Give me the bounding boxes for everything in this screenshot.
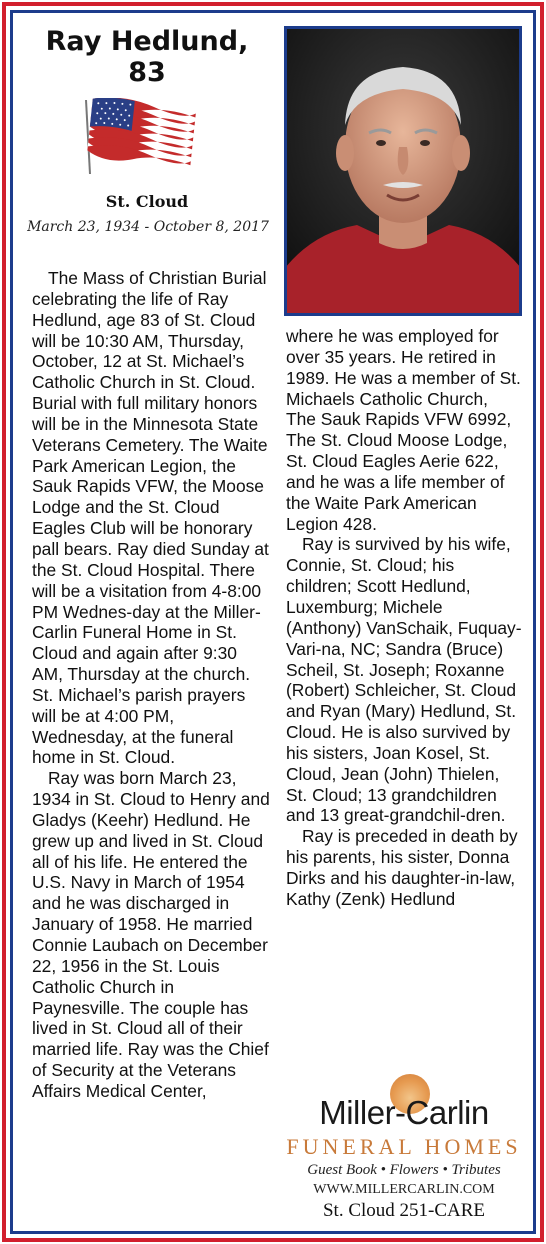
funeral-home-phone: St. Cloud 251-CARE [322, 1200, 486, 1221]
funeral-home-url: WWW.MILLERCARLIN.COM [313, 1182, 495, 1197]
paragraph-survivors: Ray is survived by his wife, Connie, St. Cloud; his children; Scott Hedlund, Luxemburg; Michele (Anthony) VanSchaik, Fuquay-Vari-na, NC; Sandra (Bruce) Scheil, St. Joseph; Roxanne (Robert) Schleicher, St. Cloud and Ryan (Mary) Hedlund, St. Cloud. He is also survived by his sisters, Joan Kosel, St. Cloud, Jean (John) Thielen, St. Cloud; 13 grandchildren and 13 great-grandchil-dren. [286, 534, 522, 826]
paragraph-service: The Mass of Christian Burial celebrating the life of Ray Hedlund, age 83 of St. Cloud will be 10:30 AM, Thursday, October, 12 at St. Michael’s Catholic Church in St. Cloud. Burial with full military honors will be in the Minnesota State Veterans Cemetery. The Waite Park American Legion, the Sauk Rapids VFW, the Moose Lodge and the St. Cloud Eagles Club will be honorary pall bears. Ray died Sunday at the St. Cloud Hospital. There will be a visitation from 4-8:00 PM Wednes-day at the Miller-Carlin Funeral Home in St. Cloud and again after 9:30 AM, Thursday at the church. St. Michael’s parish prayers will be at 4:00 PM, Wednesday, at the funeral home in St. Cloud. [32, 268, 269, 768]
location: St. Cloud [105, 192, 189, 211]
american-flag-icon [82, 98, 198, 176]
obituary-column-left [32, 268, 270, 1102]
funeral-home-logo [282, 1072, 526, 1230]
deceased-age: 83 [128, 57, 166, 88]
funeral-home-subtitle: FUNERAL HOMES [286, 1134, 522, 1159]
obituary-column-right [286, 326, 522, 910]
paragraph-biography: Ray was born March 23, 1934 in St. Cloud to Henry and Gladys (Keehr) Hedlund. He grew up and lived in St. Cloud all of his life. He entered the U.S. Navy in March of 1954 and he was discharged in January of 1958. He married Connie Laubach on December 22, 1956 in the St. Louis Catholic Church in Paynesville. The couple has lived in St. Cloud all of their married life. Ray was the Chief of Security at the Veterans Affairs Medical Center, [32, 768, 270, 1101]
portrait-photo [284, 26, 522, 316]
paragraph-biography-continued: where he was employed for over 35 years. He retired in 1989. He was a member of St. Michaels Catholic Church, The Sauk Rapids VFW 6992, The St. Cloud Moose Lodge, St. Cloud Eagles Aerie 622, and he was a life member of the Waite Park American Legion 428. [286, 326, 521, 534]
obituary-title [16, 26, 278, 88]
portrait-image [287, 29, 519, 313]
funeral-home-name: Miller-Carlin [319, 1094, 489, 1131]
paragraph-preceded: Ray is preceded in death by his parents, his sister, Donna Dirks and his daughter-in-law, Kathy (Zenk) Hedlund [286, 826, 518, 909]
life-dates: March 23, 1934 - October 8, 2017 [27, 219, 269, 235]
deceased-name: Ray Hedlund, [45, 26, 249, 57]
funeral-home-tagline: Guest Book • Flowers • Tributes [307, 1162, 501, 1178]
